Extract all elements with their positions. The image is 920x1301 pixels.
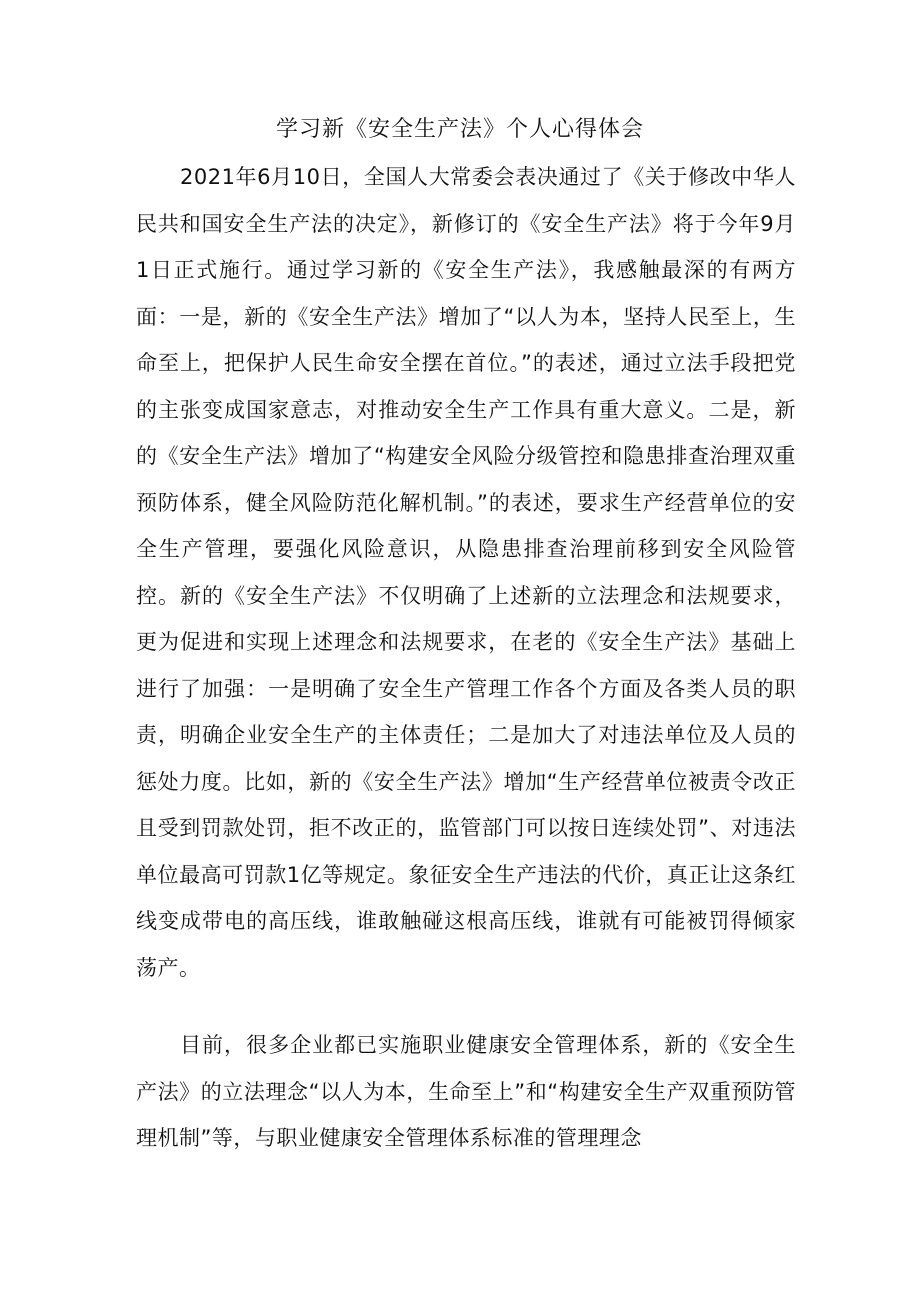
- body-paragraph-2: 目前，很多企业都已实施职业健康安全管理体系，新的《安全生产法》的立法理念“以人为本，生命至上”和“构建安全生产双重预防管理机制”等，与职业健康安全管理体系标准的管理理念: [136, 1033, 796, 1150]
- document-title: 学习新《安全生产法》个人心得体会: [275, 117, 644, 142]
- body-paragraph-1: 2021年6月10日，全国人大常委会表决通过了《关于修改中华人民共和国安全生产法的决定》，新修订的《安全生产法》将于今年9月1日正式施行。通过学习新的《安全生产法》，我感触最深的有两方面：一是，新的《安全生产法》增加了“以人为本，坚持人民至上，生命至上，把保护人民生命安全摆在首位。”的表述，通过立法手段把党的主张变成国家意志，对推动安全生产工作具有重大意义。二是，新的《安全生产法》增加了“构建安全风险分级管控和隐患排查治理双重预防体系，健全风险防范化解机制。”的表述，要求生产经营单位的安全生产管理，要强化风险意识，从隐患排查治理前移到安全风险管控。新的《安全生产法》不仅明确了上述新的立法理念和法规要求，更为促进和实现上述理念和法规要求，在老的《安全生产法》基础上进行了加强：一是明确了安全生产管理工作各个方面及各类人员的职责，明确企业安全生产的主体责任；二是加大了对违法单位及人员的惩处力度。比如，新的《安全生产法》增加“生产经营单位被责令改正且受到罚款处罚，拒不改正的，监管部门可以按日连续处罚”、对违法单位最高可罚款1亿等规定。象征安全生产违法的代价，真正让这条红线变成带电的高压线，谁敢触碰这根高压线，谁就有可能被罚得倾家荡产。: [136, 165, 796, 980]
